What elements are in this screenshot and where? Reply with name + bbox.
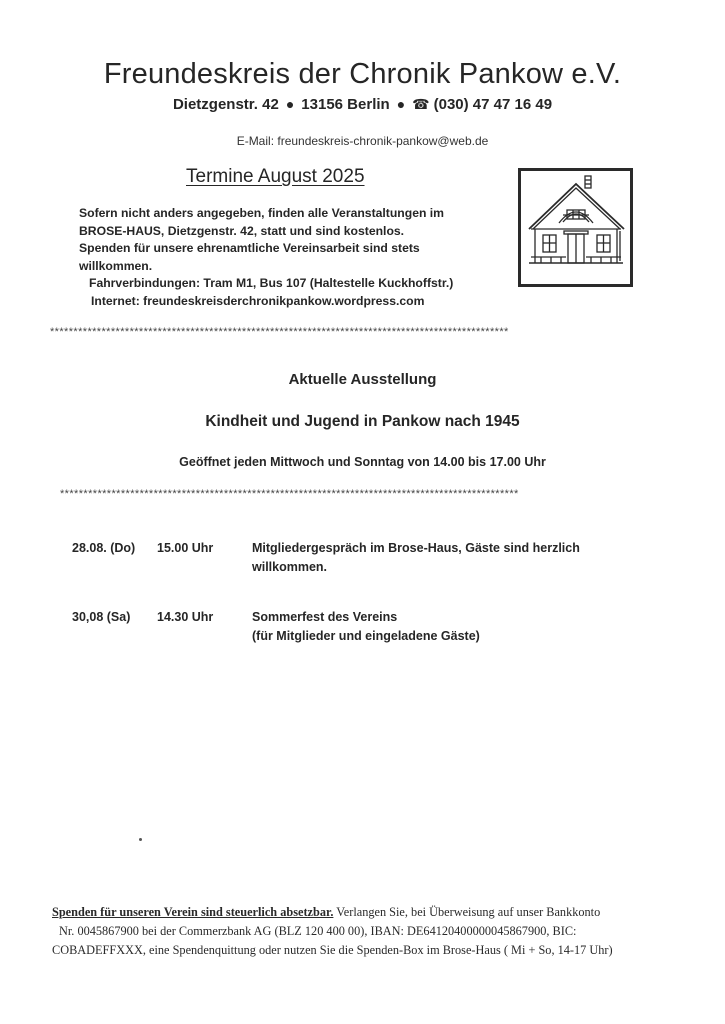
bullet-separator: ● [396,96,406,112]
schedule-title: Termine August 2025 [186,166,365,187]
separator: ************************************************************************************************** [50,326,509,338]
donation-note [52,903,682,960]
intro-block [79,205,489,310]
event-time: 14.30 Uhr [157,610,214,624]
event-description-line: willkommen. [252,560,328,574]
separator: ************************************************************************************************** [60,488,519,500]
event-description-line: Mitgliedergespräch im Brose-Haus, Gäste sind herzlich [252,541,580,555]
page-title: Freundeskreis der Chronik Pankow e.V. [103,58,622,90]
email-line: E-Mail: freundeskreis-chronik-pankow@web.de [236,134,489,148]
event-time: 15.00 Uhr [157,541,214,555]
exhibition-heading: Aktuelle Ausstellung [288,371,437,388]
website-info: Internet: freundeskreisderchronikpankow.wordpress.com [91,293,425,308]
event-date: 30,08 (Sa) [72,610,131,624]
exhibition-hours: Geöffnet jeden Mittwoch und Sonntag von 14.00 bis 17.00 Uhr [179,455,546,469]
intro-line: Spenden für unsere ehrenamtliche Vereinsarbeit sind stets [79,241,420,255]
transport-info: Fahrverbindungen: Tram M1, Bus 107 (Haltestelle Kuckhoffstr.) [89,276,454,290]
donation-line: Nr. 0045867900 bei der Commerzbank AG (BLZ 120 400 00), IBAN: DE64120400000045867900, BIC: [59,924,577,938]
intro-line: BROSE-HAUS, Dietzgenstr. 42, statt und sind kostenlos. [79,223,405,238]
event-description-line: Sommerfest des Vereins [252,610,398,624]
phone-number: (030) 47 47 16 49 [433,96,553,113]
intro-line: Sofern nicht anders angegeben, finden alle Veranstaltungen im [79,206,445,220]
donation-line [52,903,682,922]
city: 13156 Berlin [301,96,390,113]
phone-icon: ☎ [412,96,430,112]
house-icon [518,168,633,287]
event-description [252,539,632,577]
event-description [252,608,632,646]
intro-line: willkommen. [79,258,153,273]
street: Dietzgenstr. 42 [172,96,279,113]
donation-text: Verlangen Sie, bei Überweisung auf unser Bankkonto [333,905,601,919]
bullet-separator: ● [285,96,295,112]
donation-lead: Spenden für unseren Verein sind steuerlich absetzbar. [52,905,334,919]
address-line [0,96,725,113]
event-description-line: (für Mitglieder und eingeladene Gäste) [252,629,480,643]
scan-speck [139,838,142,841]
donation-line: COBADEFFXXX, eine Spendenquittung oder nutzen Sie die Spenden-Box im Brose-Haus ( Mi + So, 14-17 Uhr) [52,943,613,957]
event-date: 28.08. (Do) [72,541,136,555]
exhibition-title: Kindheit und Jugend in Pankow nach 1945 [205,413,520,430]
